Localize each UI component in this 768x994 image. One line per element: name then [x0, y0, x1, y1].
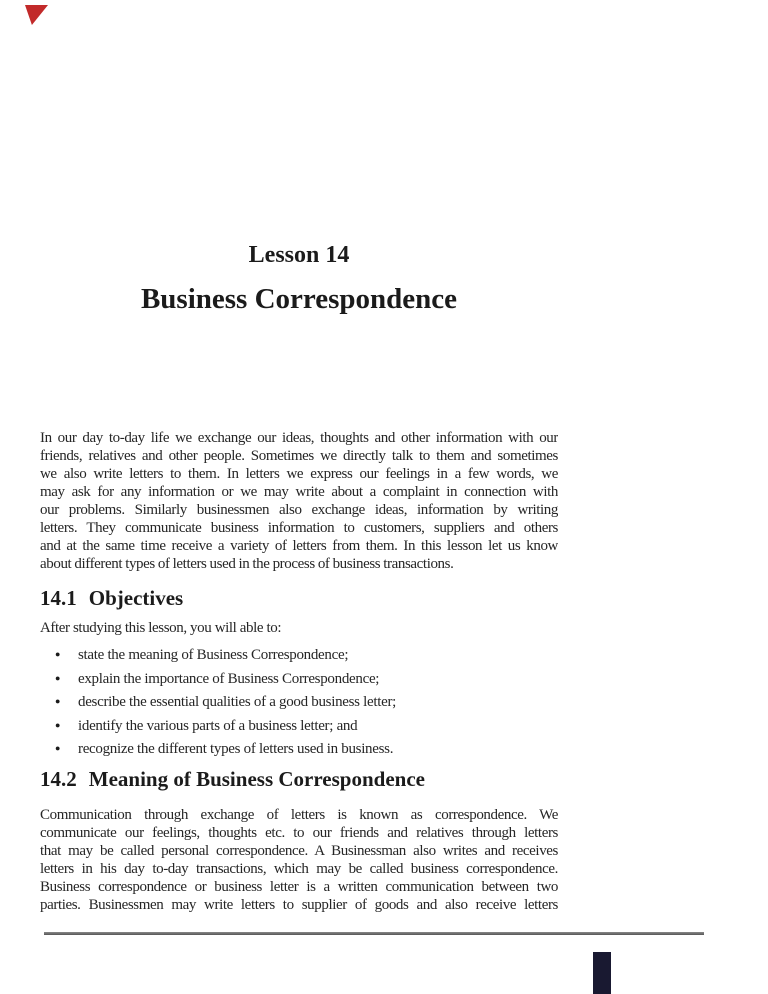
paragraph-line: we also write letters to them. In letters we express our feelings in a few words, we — [40, 466, 558, 482]
paragraph-line: letters. They communicate business information to customers, suppliers and others — [40, 520, 558, 536]
bullet-icon: ● — [55, 672, 61, 683]
list-item-text: identify the various parts of a business letter; and — [78, 717, 358, 734]
list-item — [40, 717, 558, 735]
bottom-bar-marker — [593, 952, 611, 994]
paragraph-line: parties. Businessmen may write letters to supplier of goods and also receive letters — [40, 897, 558, 913]
paragraph-line: about different types of letters used in the process of business transactions. — [40, 556, 454, 572]
paragraph-line: Communication through exchange of letters is known as correspondence. We — [40, 807, 558, 823]
footer-divider-line — [44, 932, 704, 935]
bullet-icon: ● — [55, 743, 61, 753]
paragraph-line: letters in his day to-day transactions, which may be called business correspondence. — [40, 861, 558, 877]
list-item — [40, 670, 558, 688]
page-title: Business Correspondence — [140, 283, 458, 315]
list-item — [40, 646, 558, 664]
section-title: Objectives — [88, 586, 184, 610]
bullet-icon: ● — [55, 719, 61, 730]
section-title: Meaning of Business Correspondence — [88, 767, 425, 791]
paragraph-line: that may be called personal correspondence. A Businessman also writes and receives — [40, 843, 558, 859]
list-item — [40, 740, 558, 758]
corner-triangle-marker — [25, 5, 48, 25]
list-item-text: describe the essential qualities of a good business letter; — [78, 694, 397, 710]
paragraph-line: Business correspondence or business letter is a written communication between two — [40, 879, 558, 895]
paragraph-line: friends, relatives and other people. Sometimes we directly talk to them and sometimes — [40, 448, 558, 464]
bullet-icon: ● — [55, 696, 61, 706]
list-item-text: state the meaning of Business Correspondence; — [78, 647, 349, 663]
section-number: 14.2 — [40, 767, 77, 791]
meaning-paragraph — [40, 806, 558, 914]
section-number: 14.1 — [40, 586, 77, 610]
section-heading-meaning — [40, 767, 425, 792]
objectives-list — [40, 646, 558, 764]
objectives-lead-text: After studying this lesson, you will able to: — [40, 620, 282, 636]
paragraph-line: our problems. Similarly businessmen also exchange ideas, information by writing — [40, 502, 558, 518]
paragraph-line: communicate our feelings, thoughts etc. to our friends and relatives through letters — [40, 825, 558, 841]
paragraph-line: In our day to-day life we exchange our ideas, thoughts and other information with our — [40, 430, 558, 446]
paragraph-line: may ask for any information or we may write about a complaint in connection with — [40, 484, 558, 500]
lesson-number-label: Lesson 14 — [248, 242, 350, 268]
paragraph-line: and at the same time receive a variety of letters from them. In this lesson let us know — [40, 538, 558, 554]
list-item-text: explain the importance of Business Correspondence; — [78, 670, 380, 687]
section-heading-objectives — [40, 586, 183, 611]
lesson-headings — [40, 241, 558, 316]
list-item-text: recognize the different types of letters used in business. — [78, 741, 394, 757]
bullet-icon: ● — [55, 649, 61, 659]
list-item — [40, 693, 558, 711]
intro-paragraph — [40, 429, 558, 573]
